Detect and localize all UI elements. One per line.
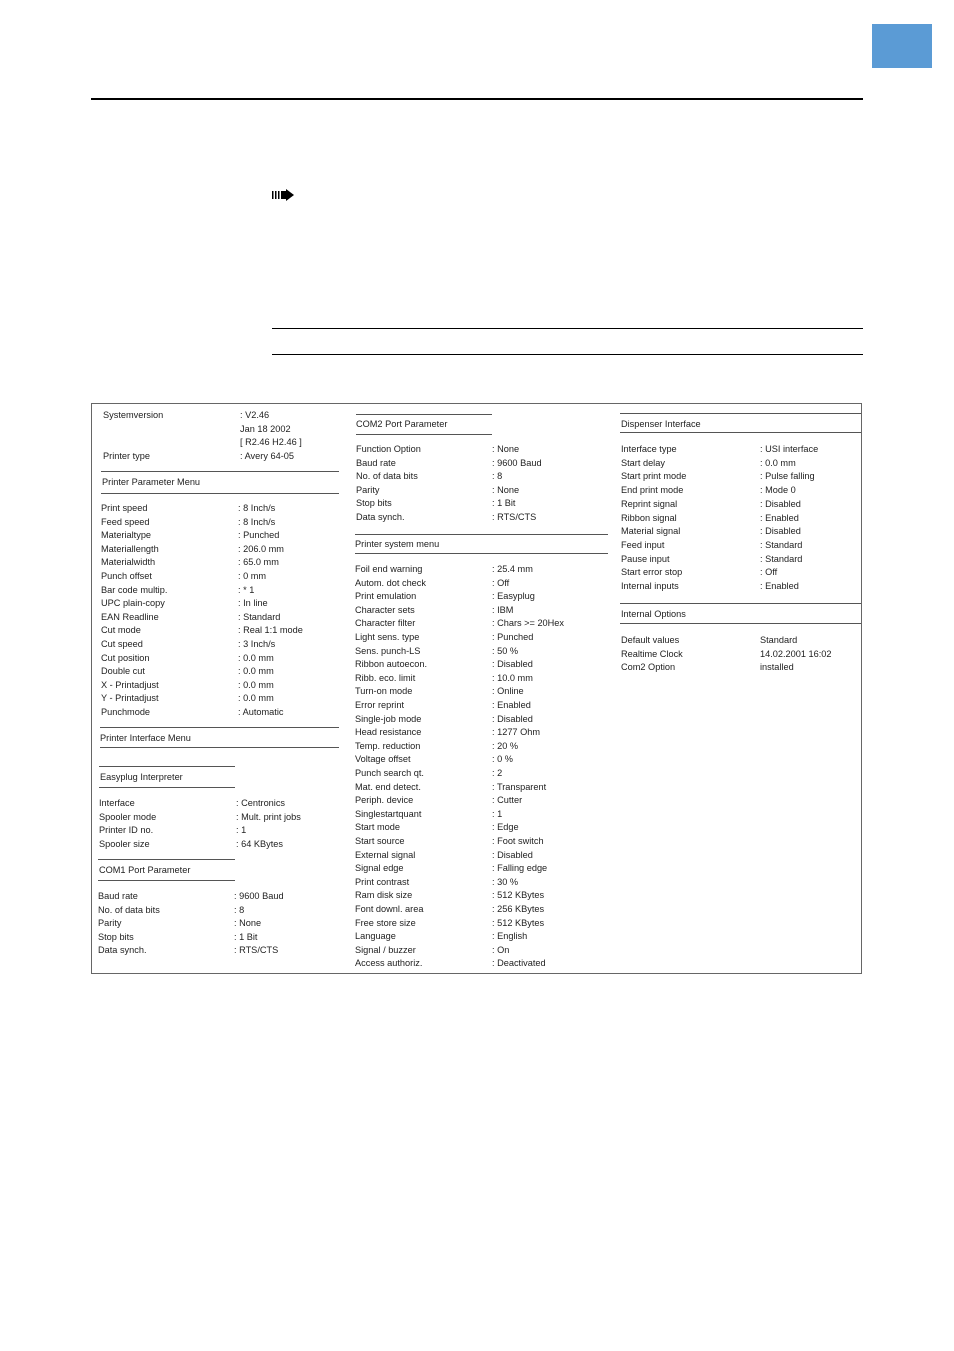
parameter-label: Free store size — [355, 917, 416, 928]
parameter-value: : 0 % — [492, 754, 513, 765]
parameter-label: Print speed — [101, 503, 148, 513]
section-divider — [99, 766, 235, 767]
parameter-label: Start delay — [621, 457, 665, 468]
parameter-label: Stop bits — [98, 931, 134, 942]
parameter-value: : Standard — [238, 611, 281, 622]
parameter-label: Print emulation — [355, 591, 417, 602]
section-title: Printer Parameter Menu — [102, 477, 201, 487]
parameter-label: Baud rate — [356, 457, 396, 468]
parameter-label: EAN Readline — [101, 611, 159, 622]
parameter-label: Pause input — [621, 553, 670, 564]
parameter-value: : 1 Bit — [234, 931, 258, 942]
parameter-label: Ribb. eco. limit — [355, 672, 416, 683]
parameter-value: : 0.0 mm — [238, 679, 274, 690]
parameter-value: : 1277 Ohm — [492, 727, 541, 738]
parameter-value: : 8 — [492, 471, 503, 482]
parameter-label: X - Printadjust — [101, 679, 159, 690]
section-divider — [100, 747, 339, 748]
parameter-label: Cut mode — [101, 625, 141, 636]
parameter-label: Ribbon autoecon. — [355, 659, 428, 670]
parameter-label: Baud rate — [98, 891, 138, 901]
parameter-value: : In line — [238, 598, 268, 609]
section-title: COM1 Port Parameter — [99, 865, 191, 875]
parameter-label: Foil end warning — [355, 564, 423, 574]
parameter-value: : 0.0 mm — [760, 457, 796, 468]
section-title: Dispenser Interface — [621, 419, 701, 429]
parameter-label: Error reprint — [355, 700, 405, 710]
section-title: Printer system menu — [355, 539, 440, 549]
parameter-label: Default values — [621, 635, 680, 645]
parameter-label: Bar code multip. — [101, 584, 168, 595]
parameter-label: Parity — [356, 484, 380, 495]
parameter-value: installed — [760, 662, 794, 673]
parameter-value: : 0.0 mm — [238, 693, 274, 704]
section-divider — [101, 471, 339, 472]
parameter-label: Com2 Option — [621, 662, 676, 673]
section-divider — [620, 432, 862, 433]
parameter-label: Light sens. type — [355, 632, 420, 642]
parameter-value: : Transparent — [492, 781, 547, 792]
parameter-value: : Disabled — [492, 849, 533, 860]
parameter-value: : 512 KBytes — [492, 917, 545, 928]
parameter-label: Sens. punch-LS — [355, 645, 421, 656]
parameter-label: Periph. device — [355, 795, 414, 806]
parameter-value: : Pulse falling — [760, 471, 815, 482]
parameter-label: Reprint signal — [621, 498, 678, 509]
parameter-label: Temp. reduction — [355, 740, 421, 751]
parameter-label: Double cut — [101, 666, 145, 677]
note-top-rule — [272, 328, 863, 329]
parameter-value: : 8 Inch/s — [238, 516, 276, 527]
section-title: Internal Options — [621, 609, 686, 619]
parameter-value: : 8 Inch/s — [238, 503, 276, 513]
parameter-label: Start print mode — [621, 471, 687, 482]
parameter-label: Data synch. — [98, 945, 147, 956]
section-divider — [356, 414, 492, 415]
section-divider — [355, 534, 608, 535]
parameter-value: : Edge — [492, 822, 519, 833]
parameter-value: : 512 KBytes — [492, 890, 545, 901]
parameter-value: : None — [492, 444, 520, 454]
parameter-value: : Disabled — [760, 526, 801, 537]
parameter-value: [ R2.46 H2.46 ] — [240, 437, 302, 448]
parameter-label: Character sets — [355, 604, 415, 615]
parameter-label: Punch offset — [101, 571, 152, 581]
parameter-label: Data synch. — [356, 512, 405, 522]
parameter-value: : Off — [760, 567, 778, 578]
arrow-right-icon — [272, 189, 294, 201]
chapter-tab — [872, 24, 932, 68]
parameter-label: Single-job mode — [355, 713, 422, 724]
parameter-label: Punch search qt. — [355, 768, 424, 778]
parameter-value: : Enabled — [760, 512, 799, 523]
parameter-label: Materiallength — [101, 543, 159, 554]
parameter-label: Character filter — [355, 618, 416, 629]
parameter-value: : 25.4 mm — [492, 564, 533, 574]
parameter-label: UPC plain-copy — [101, 598, 165, 609]
parameter-label: Interface type — [621, 444, 677, 454]
parameter-label: Cut position — [101, 652, 150, 663]
parameter-label: Spooler mode — [99, 811, 157, 822]
parameter-value: : Enabled — [760, 581, 799, 591]
parameter-value: Jan 18 2002 — [240, 423, 291, 434]
parameter-value: : * 1 — [238, 584, 255, 595]
parameter-value: : 9600 Baud — [234, 891, 284, 901]
parameter-value: : Punched — [492, 632, 534, 642]
parameter-label: Parity — [98, 918, 122, 929]
parameter-value: : English — [492, 931, 528, 942]
section-title: Easyplug Interpreter — [100, 772, 183, 782]
parameter-label: Y - Printadjust — [101, 693, 159, 704]
parameter-value: : USI interface — [760, 444, 819, 454]
parameter-value: : Centronics — [236, 798, 286, 808]
parameter-value: : None — [492, 484, 520, 495]
parameter-value: : Standard — [760, 553, 803, 564]
parameter-value: : 10.0 mm — [492, 672, 533, 683]
parameter-label: Language — [355, 931, 396, 942]
section-divider — [100, 727, 339, 728]
parameter-value: : IBM — [492, 604, 514, 615]
parameter-label: Signal edge — [355, 863, 404, 874]
section-divider — [620, 603, 862, 604]
parameter-value: : 0.0 mm — [238, 666, 274, 677]
parameter-value: : Disabled — [492, 713, 533, 724]
parameter-value: : Deactivated — [492, 958, 546, 969]
parameter-label: No. of data bits — [356, 471, 418, 482]
section-divider — [98, 859, 235, 860]
parameter-value: : On — [492, 944, 510, 955]
header-rule — [91, 98, 863, 100]
parameter-label: Materialwidth — [101, 557, 156, 568]
parameter-label: Punchmode — [101, 707, 151, 717]
parameter-value: : Easyplug — [492, 591, 535, 602]
parameter-label: Font downl. area — [355, 904, 424, 914]
parameter-value: : 256 KBytes — [492, 904, 545, 914]
parameter-label: Start source — [355, 836, 405, 846]
parameter-value: : Foot switch — [492, 836, 544, 846]
parameter-value: : 2 — [492, 768, 503, 778]
parameter-value: : V2.46 — [240, 410, 270, 420]
parameter-value: : Mult. print jobs — [236, 811, 301, 822]
parameter-label: Autom. dot check — [355, 577, 426, 588]
parameter-value: : 65.0 mm — [238, 557, 279, 568]
parameter-value: : Disabled — [492, 659, 533, 670]
parameter-value: : 0.0 mm — [238, 652, 274, 663]
parameter-value: : 1 — [492, 808, 503, 819]
parameter-label: Head resistance — [355, 727, 422, 738]
status-printout — [91, 403, 862, 974]
section-title: Printer Interface Menu — [100, 733, 191, 743]
parameter-value: : Disabled — [760, 498, 801, 509]
parameter-label: Systemversion — [103, 410, 164, 420]
section-divider — [356, 434, 492, 435]
parameter-value: : 1 Bit — [492, 498, 516, 509]
parameter-value: : Punched — [238, 530, 280, 541]
parameter-value: : Off — [492, 577, 510, 588]
note-bottom-rule — [272, 354, 863, 355]
parameter-label: Materialtype — [101, 530, 152, 541]
parameter-value: Standard — [760, 635, 798, 645]
parameter-label: Interface — [99, 798, 135, 808]
parameter-label: Material signal — [621, 526, 681, 537]
parameter-value: : Online — [492, 686, 524, 697]
parameter-value: : Enabled — [492, 700, 531, 710]
parameter-label: Signal / buzzer — [355, 944, 416, 955]
section-divider — [99, 787, 235, 788]
section-divider — [355, 553, 608, 554]
parameter-label: Cut speed — [101, 639, 143, 649]
parameter-label: Print contrast — [355, 876, 410, 887]
parameter-value: : RTS/CTS — [234, 945, 279, 956]
parameter-label: Start error stop — [621, 567, 683, 578]
parameter-label: Spooler size — [99, 838, 150, 849]
section-divider — [98, 880, 235, 881]
parameter-value: : 30 % — [492, 876, 519, 887]
parameter-label: Singlestartquant — [355, 808, 422, 819]
parameter-value: : Cutter — [492, 795, 523, 806]
parameter-label: Mat. end detect. — [355, 781, 421, 792]
parameter-value: : Chars >= 20Hex — [492, 618, 565, 629]
parameter-label: Access authoriz. — [355, 958, 423, 969]
parameter-label: Start mode — [355, 822, 400, 833]
parameter-label: Stop bits — [356, 498, 392, 509]
parameter-label: Printer ID no. — [99, 825, 154, 836]
parameter-label: Function Option — [356, 444, 421, 454]
parameter-value: : 0 mm — [238, 571, 267, 581]
parameter-value: : RTS/CTS — [492, 512, 537, 522]
parameter-value: : 50 % — [492, 645, 519, 656]
parameter-value: : Real 1:1 mode — [238, 625, 303, 636]
section-divider — [620, 623, 862, 624]
parameter-value: 14.02.2001 16:02 — [760, 648, 832, 659]
parameter-label: No. of data bits — [98, 904, 160, 915]
parameter-label: Ram disk size — [355, 890, 413, 901]
section-divider — [101, 493, 339, 494]
parameter-label: Realtime Clock — [621, 648, 683, 659]
parameter-value: : 8 — [234, 904, 245, 915]
parameter-label: End print mode — [621, 485, 684, 496]
parameter-value: : 64 KBytes — [236, 838, 283, 849]
parameter-value: : 206.0 mm — [238, 543, 284, 554]
parameter-value: : 3 Inch/s — [238, 639, 276, 649]
parameter-value: : Automatic — [238, 707, 284, 717]
parameter-label: Turn-on mode — [355, 686, 413, 697]
parameter-value: : Falling edge — [492, 863, 548, 874]
parameter-value: : 20 % — [492, 740, 519, 751]
parameter-label: Printer type — [103, 450, 150, 461]
parameter-value: : Avery 64-05 — [240, 450, 294, 461]
parameter-value: : Standard — [760, 539, 803, 550]
parameter-label: External signal — [355, 849, 416, 860]
parameter-value: : 9600 Baud — [492, 457, 542, 468]
section-divider — [620, 413, 862, 414]
parameter-label: Feed speed — [101, 516, 150, 527]
parameter-label: Ribbon signal — [621, 512, 677, 523]
parameter-value: : 1 — [236, 825, 247, 836]
parameter-label: Internal inputs — [621, 581, 679, 591]
parameter-value: : Mode 0 — [760, 485, 796, 496]
section-title: COM2 Port Parameter — [356, 419, 448, 429]
parameter-value: : None — [234, 918, 262, 929]
parameter-label: Voltage offset — [355, 754, 411, 765]
parameter-label: Feed input — [621, 539, 665, 550]
